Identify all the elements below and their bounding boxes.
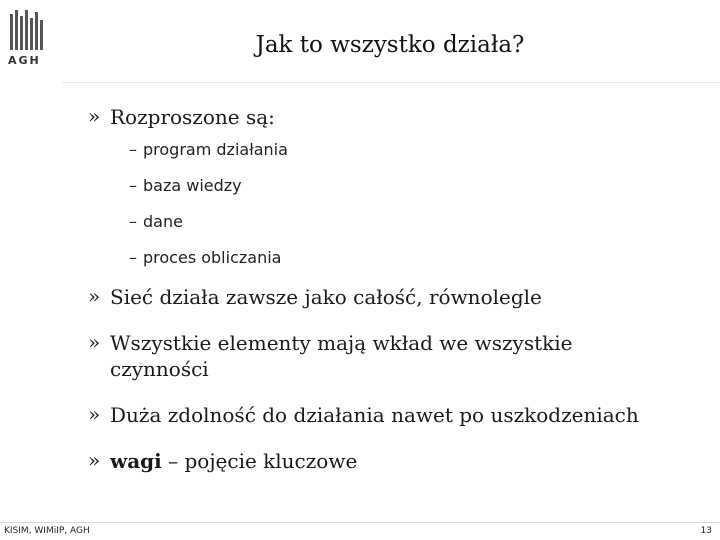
slide-title: Jak to wszystko działa? — [255, 32, 525, 58]
slide-content — [88, 104, 708, 474]
bullet-mark: » — [88, 104, 101, 128]
sub-text: dane — [143, 212, 183, 231]
bullet-text: Sieć działa zawsze jako całość, równolegle — [110, 285, 542, 309]
title-divider — [62, 82, 720, 83]
bullet-item — [88, 448, 708, 474]
sub-dash: – — [129, 212, 137, 231]
sub-dash: – — [129, 248, 137, 267]
bullet-text — [110, 448, 357, 474]
footer-label: KISIM, WIMiIP, AGH — [4, 526, 90, 536]
sub-item — [129, 212, 720, 232]
footer-divider — [0, 522, 720, 523]
bullet-mark: » — [88, 284, 101, 308]
bullet-text-rest: – pojęcie kluczowe — [161, 449, 358, 473]
bullet-text: Duża zdolność do działania nawet po uszkodzeniach — [110, 403, 639, 427]
key-term: wagi — [110, 449, 162, 473]
page-number: 13 — [700, 526, 712, 536]
bullet-text-line: czynności — [110, 357, 209, 381]
bullet-mark: » — [88, 330, 101, 354]
bullet-text-line: Wszystkie elementy mają wkład we wszystkie — [110, 331, 573, 355]
logo-text: AGH — [8, 54, 41, 67]
sub-text: program działania — [143, 140, 288, 159]
bullet-mark: » — [88, 448, 101, 472]
bullet-item — [88, 284, 708, 310]
agh-logo — [8, 10, 44, 66]
sub-text: baza wiedzy — [143, 176, 242, 195]
sub-dash: – — [129, 176, 137, 195]
sub-item — [129, 248, 720, 268]
bullet-text — [110, 330, 572, 382]
sub-item — [129, 176, 720, 196]
sub-dash: – — [129, 140, 137, 159]
bullet-item — [88, 104, 708, 130]
bullet-mark: » — [88, 402, 101, 426]
agh-logo-mark — [10, 10, 44, 52]
bullet-item — [88, 330, 708, 382]
bullet-item — [88, 402, 708, 428]
bullet-text: Rozproszone są: — [110, 105, 275, 129]
sub-text: proces obliczania — [143, 248, 282, 267]
sub-item — [129, 140, 720, 160]
